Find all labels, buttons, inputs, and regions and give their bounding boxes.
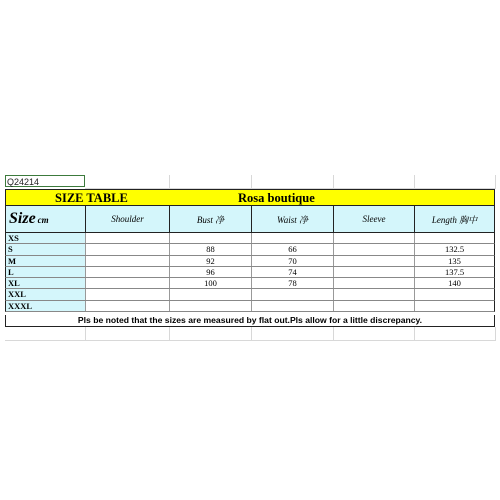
bust-cell[interactable]: 100 (170, 278, 252, 288)
selected-cell[interactable]: Q24214 (5, 175, 85, 187)
length-cell[interactable]: 132.5 (444, 244, 465, 255)
size-header-label: Size cm (9, 210, 49, 227)
length-cell[interactable] (415, 301, 494, 311)
grid-cell[interactable] (333, 175, 415, 189)
sleeve-cell[interactable] (334, 278, 415, 288)
size-header-cell (6, 206, 86, 232)
table-row (5, 289, 495, 300)
column-header-bust[interactable]: Bust 净 (170, 206, 252, 232)
shoulder-cell[interactable] (86, 289, 170, 299)
column-header-length[interactable]: Length 胸中 (431, 214, 478, 225)
sleeve-cell[interactable] (334, 267, 415, 277)
bust-cell[interactable] (170, 289, 252, 299)
size-cell[interactable]: S (6, 244, 86, 254)
sleeve-cell[interactable] (334, 256, 415, 266)
length-cell[interactable]: 135 (448, 255, 461, 266)
grid-cell[interactable] (251, 327, 334, 341)
shoulder-cell[interactable] (86, 256, 170, 266)
size-cell[interactable]: XS (6, 233, 86, 243)
measurement-note: Pls be noted that the sizes are measured by flat out.Pls allow for a little discrepancy. (5, 315, 495, 327)
sleeve-cell[interactable] (334, 233, 415, 243)
bust-cell[interactable]: 96 (170, 267, 252, 277)
table-row (5, 278, 495, 289)
column-header-waist[interactable]: Waist 净 (252, 206, 334, 232)
sleeve-cell[interactable] (334, 244, 415, 254)
shoulder-cell[interactable] (86, 233, 170, 243)
sleeve-cell[interactable] (334, 289, 415, 299)
grid-cell[interactable] (85, 327, 170, 341)
grid-cell[interactable] (169, 175, 252, 189)
table-row (5, 301, 495, 312)
grid-cell[interactable] (414, 175, 496, 189)
waist-cell[interactable]: 78 (252, 278, 334, 288)
spreadsheet-grid-row (5, 327, 495, 340)
waist-cell[interactable]: 66 (252, 244, 334, 254)
size-cell[interactable]: L (6, 267, 86, 277)
table-header (5, 206, 495, 233)
grid-cell[interactable] (85, 175, 170, 189)
waist-cell[interactable]: 74 (252, 267, 334, 277)
banner-brand: Rosa boutique (238, 191, 315, 205)
shoulder-cell[interactable] (86, 244, 170, 254)
size-table-body (5, 233, 495, 312)
waist-cell[interactable]: 70 (252, 256, 334, 266)
column-header-shoulder[interactable]: Shoulder (86, 206, 170, 232)
sleeve-cell[interactable] (334, 301, 415, 311)
size-cell[interactable]: M (6, 256, 86, 266)
table-row (5, 233, 495, 244)
shoulder-cell[interactable] (86, 278, 170, 288)
waist-cell[interactable] (252, 289, 334, 299)
banner-title: SIZE TABLE (55, 191, 128, 205)
grid-cell[interactable] (414, 327, 496, 341)
size-table-banner (5, 189, 495, 206)
shoulder-cell[interactable] (86, 301, 170, 311)
bust-cell[interactable] (170, 233, 252, 243)
size-cell[interactable]: XXXL (6, 301, 86, 311)
bust-cell[interactable]: 92 (170, 256, 252, 266)
bust-cell[interactable]: 88 (170, 244, 252, 254)
size-cell[interactable]: XL (6, 278, 86, 288)
length-cell[interactable]: 137.5 (444, 266, 465, 277)
table-row (5, 244, 495, 255)
table-row (5, 267, 495, 278)
length-cell[interactable] (415, 289, 494, 299)
length-cell[interactable]: 140 (448, 278, 461, 289)
length-cell[interactable] (415, 233, 494, 243)
grid-cell[interactable] (169, 327, 252, 341)
bust-cell[interactable] (170, 301, 252, 311)
waist-cell[interactable] (252, 301, 334, 311)
table-row (5, 256, 495, 267)
grid-cell[interactable] (333, 327, 415, 341)
grid-cell[interactable] (5, 327, 86, 341)
size-cell[interactable]: XXL (6, 289, 86, 299)
shoulder-cell[interactable] (86, 267, 170, 277)
grid-cell[interactable] (251, 175, 334, 189)
column-header-sleeve[interactable]: Sleeve (334, 206, 415, 232)
waist-cell[interactable] (252, 233, 334, 243)
